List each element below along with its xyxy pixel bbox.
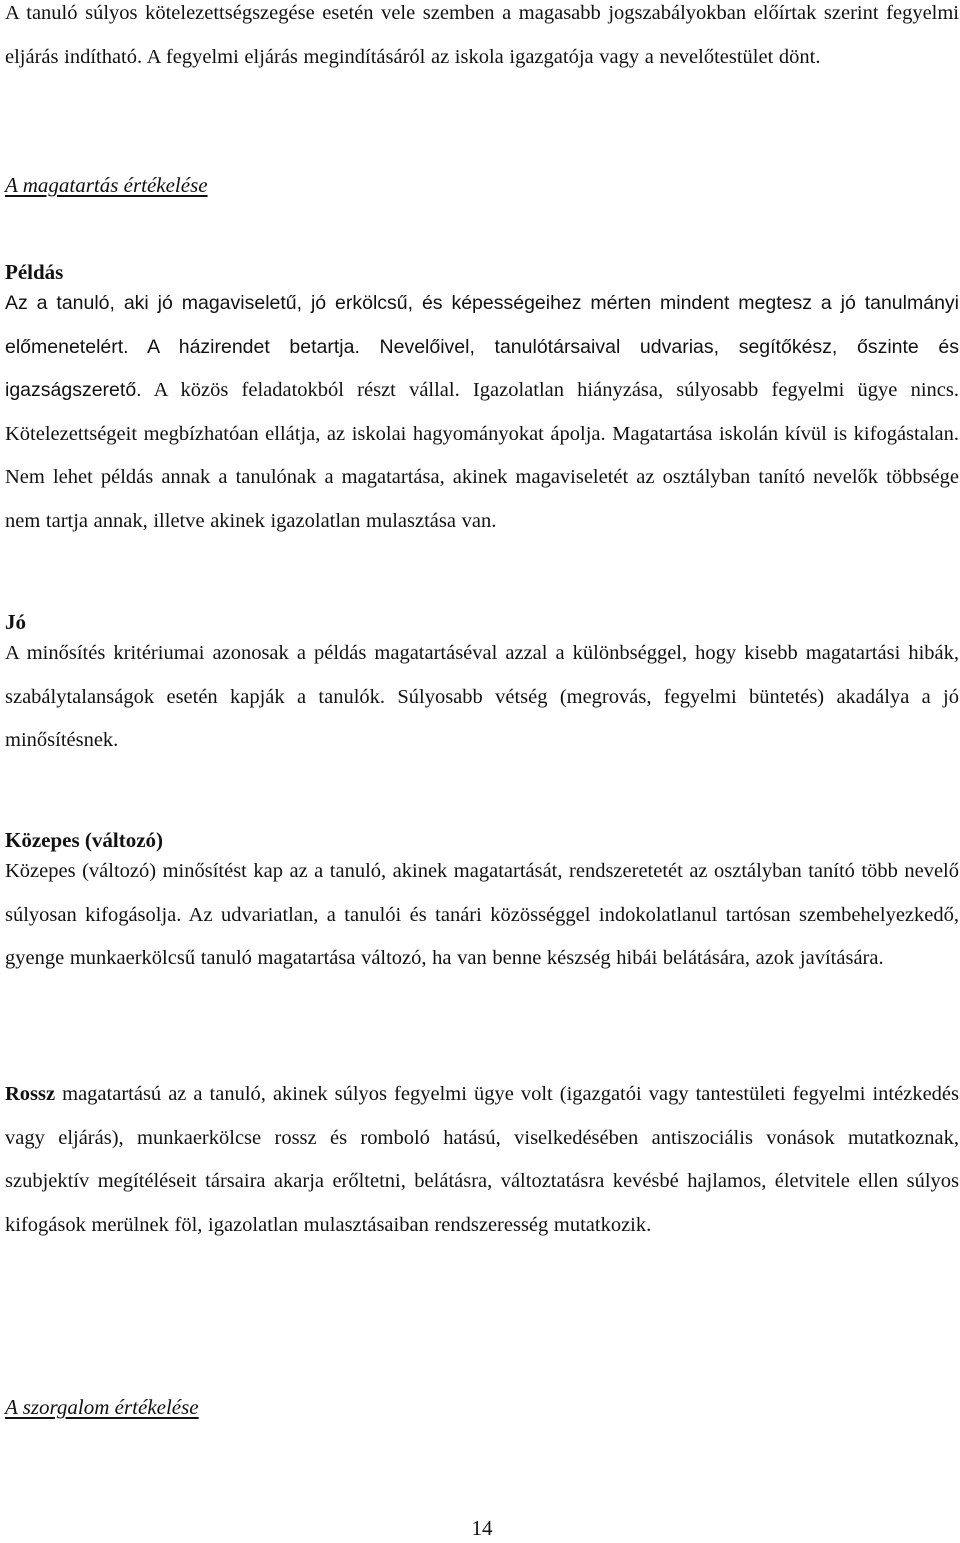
- average-heading: Közepes (változó): [5, 828, 164, 852]
- bad-body: magatartású az a tanuló, akinek súlyos fegyelmi ügye volt (igazgatói vagy tantestületi fegyelmi intézkedés vagy eljárás), munkaerkölcse rossz és romboló hatású, viselkedésében antiszociális vonások mutatkoznak, szubjektív megítéléseit társaira akarja erőltetni, belátásra, változtatásra kevésbé hajlamos, életvitele ellen súlyos kifogások merülnek föl, igazolatlan mulasztásaiban rendszeresség mutatkozik.: [5, 1083, 959, 1236]
- exemplary-text-part4: Nem lehet példás annak a tanulónak a magatartása, akinek magaviseletét az osztályban tanító nevelők többsége nem tartja annak, illetve akinek igazolatlan mulasztása van.: [5, 466, 959, 532]
- exemplary-text: [5, 282, 959, 543]
- section-title-behavior: A magatartás értékelése: [5, 173, 208, 197]
- document-page: [5, 0, 959, 1543]
- bad-lead: Rossz: [5, 1083, 56, 1105]
- good-text: A minősítés kritériumai azonosak a példás magatartáséval azzal a különbséggel, hogy kisebb magatartási hibák, szabálytalanságok esetén kapják a tanulók. Súlyosabb vétség (megrovás, fegyelmi büntetés) akadálya a jó minősítésnek.: [5, 642, 959, 751]
- good-paragraph: [5, 632, 959, 763]
- exemplary-text-part3: A közös feladatokból részt vállal. Igazolatlan hiányzása, súlyosabb fegyelmi ügye nincs. Kötelezettségeit megbízhatóan ellátja, az iskolai hagyományokat ápolja. Magatartása iskolán kívül is kifogástalan.: [5, 379, 959, 445]
- exemplary-heading: Példás: [5, 260, 64, 284]
- good-heading: Jó: [5, 610, 26, 634]
- page-number: 14: [471, 1516, 493, 1540]
- exemplary-paragraph: [5, 282, 959, 543]
- average-text: Közepes (változó) minősítést kap az a tanuló, akinek magatartását, rendszeretetét az osztályban tanító több nevelő súlyosan kifogásolja. Az udvariatlan, a tanulói és tanári közösséggel indokolatlanul tartósan szembehelyezkedő, gyenge munkaerkölcsű tanuló magatartása változó, ha van benne készség hibái belátására, azok javítására.: [5, 860, 959, 969]
- bad-paragraph: [5, 1073, 959, 1247]
- intro-text: A tanuló súlyos kötelezettségszegése esetén vele szemben a magasabb jogszabályokban előírtak szerint fegyelmi eljárás indítható. A fegyelmi eljárás megindításáról az iskola igazgatója vagy a nevelőtestület dönt.: [5, 2, 959, 68]
- intro-paragraph: [5, 0, 959, 79]
- exemplary-text-part2: A házirendet betartja. Nevelőivel, tanulótársaival udvarias, segítőkész, őszinte és igazságszerető.: [5, 335, 959, 401]
- average-paragraph: [5, 850, 959, 981]
- exemplary-text-part1: Az a tanuló, aki jó magaviseletű, jó erkölcsű, és képességeihez mérten mindent megtesz a jó tanulmányi előmenetelért.: [5, 292, 959, 358]
- bad-text: [5, 1073, 959, 1247]
- section-title-diligence: A szorgalom értékelése: [5, 1395, 199, 1419]
